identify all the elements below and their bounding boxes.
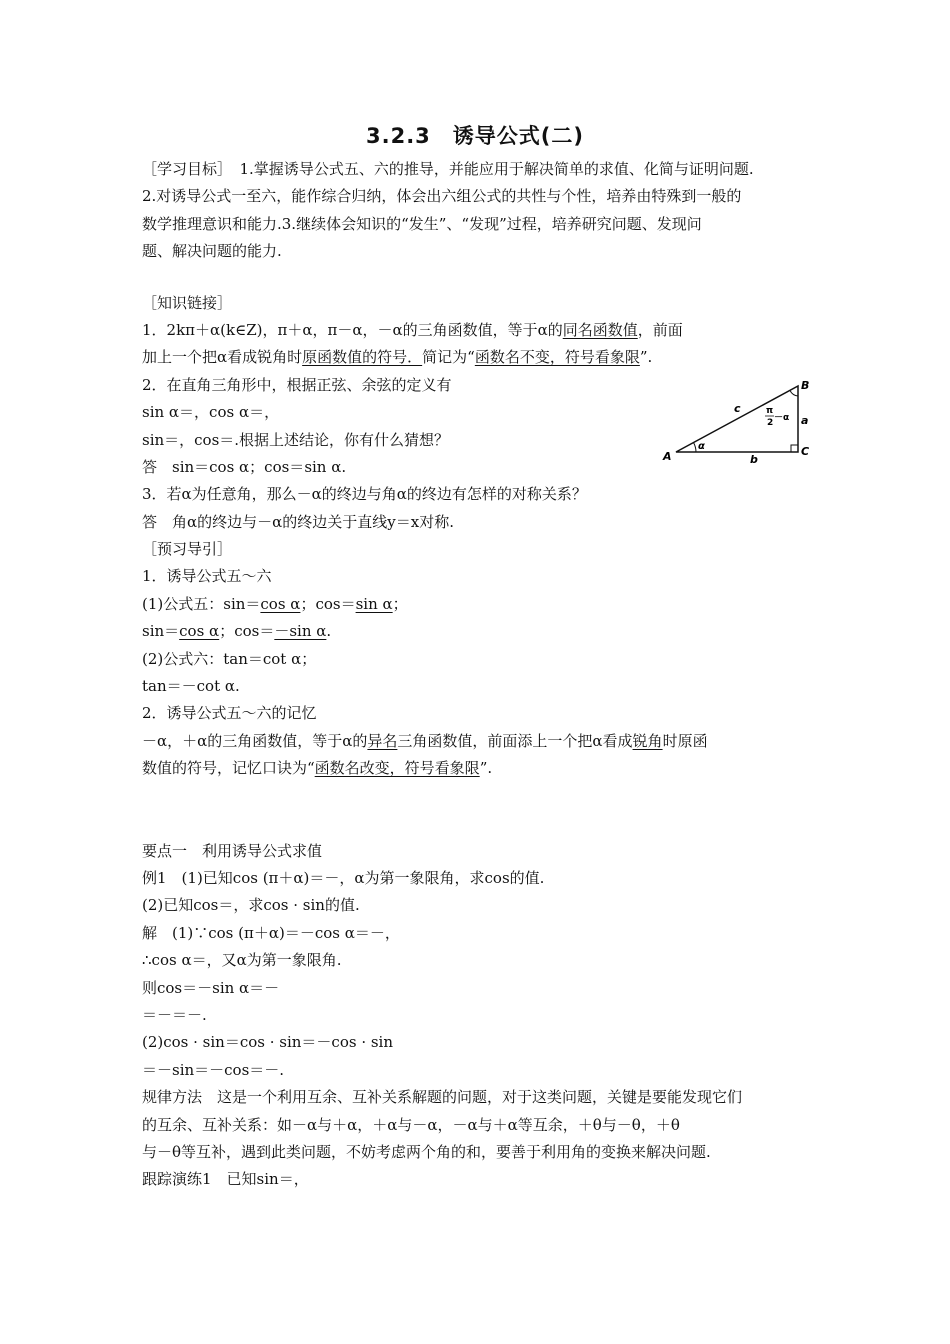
text-line [142, 238, 822, 265]
text-line [142, 481, 822, 508]
underlined-answer: －sin α [274, 622, 327, 641]
text-line [142, 563, 822, 590]
text-line [142, 344, 822, 371]
text-line [142, 618, 822, 645]
text-run: 规律方法 这是一个利用互余、互补关系解题的问题，对于这类问题，关键是要能发现它们 [142, 1088, 743, 1107]
text-line [142, 317, 822, 344]
underlined-answer: cos α [179, 622, 220, 641]
side-label-c: c [734, 402, 741, 415]
text-run: 的互余、互补关系：如－α与＋α，＋α与－α，－α与＋α等互余，＋θ与－θ，＋θ [142, 1115, 680, 1134]
text-line [142, 536, 822, 563]
text-run: sin α＝，cos α＝， [142, 403, 280, 422]
angle-label-minus-alpha: －α [774, 413, 790, 423]
text-line [142, 700, 822, 727]
text-run: sin＝ [142, 622, 180, 641]
vertex-label-c: C [801, 445, 810, 458]
text-run: sin＝，cos＝.根据上述结论，你有什么猜想？ [142, 430, 450, 449]
text-run: tan＝－cot α. [142, 677, 240, 696]
text-run: ［学习目标］ 1.掌握诱导公式五、六的推导，并能应用于解决简单的求值、化简与证明问题. [142, 160, 754, 178]
underlined-answer: 函数名改变，符号看象限 [314, 759, 480, 778]
text-run: ；cos＝ [300, 594, 356, 613]
text-line [142, 1002, 822, 1029]
text-run: 题、解决问题的能力. [142, 242, 282, 261]
right-triangle-figure [660, 372, 820, 464]
text-run: 简记为“ [422, 348, 475, 367]
text-run: 数学推理意识和能力.3.继续体会知识的“发生”、“发现”过程，培养研究问题、发现问 [142, 214, 702, 233]
angle-arc-b [790, 391, 798, 397]
side-label-b: b [750, 453, 758, 464]
text-line [142, 1084, 822, 1111]
text-run: ［预习导引］ [142, 540, 233, 559]
text-line [142, 290, 822, 317]
text-line [142, 646, 822, 673]
text-line [142, 156, 822, 183]
text-line [142, 1139, 822, 1166]
text-run: (2)cos · sin＝cos · sin＝－cos · sin [142, 1033, 394, 1052]
paragraph-gap [142, 783, 822, 838]
right-angle-mark [791, 445, 798, 452]
text-line [142, 1029, 822, 1056]
text-run: 解 (1)∵cos (π＋α)＝－cos α＝－， [142, 923, 400, 942]
text-run: 例1 (1)已知cos (π＋α)＝－，α为第一象限角，求cos的值. [142, 868, 545, 887]
text-run: 时原函 [662, 731, 708, 750]
text-run: 数值的符号，记忆口诀为“ [142, 759, 315, 778]
text-run: 跟踪演练1 已知sin＝， [142, 1170, 309, 1189]
angle-arc-a [694, 443, 697, 453]
text-line [142, 1057, 822, 1084]
angle-label-two: 2 [767, 418, 774, 428]
text-line [142, 947, 822, 974]
text-run: 1．诱导公式五～六 [142, 567, 272, 586]
text-line [142, 591, 822, 618]
text-line [142, 838, 822, 865]
text-run: －α，＋α的三角函数值，等于α的 [142, 731, 368, 750]
angle-label-alpha: α [698, 441, 705, 452]
vertex-label-b: B [801, 379, 810, 392]
text-run: . [326, 622, 332, 641]
text-run: ［知识链接］ [142, 293, 233, 312]
text-line [142, 728, 822, 755]
text-run: ＝－sin＝－cos＝－. [142, 1060, 285, 1079]
underlined-answer: 函数名不变，符号看象限 [474, 348, 640, 367]
text-line [142, 183, 822, 210]
text-run: ； [392, 594, 408, 613]
underlined-answer: 原函数值的符号． [302, 348, 423, 367]
text-line [142, 1166, 822, 1193]
text-line [142, 509, 822, 536]
text-run: 则cos＝－sin α＝－ [142, 978, 280, 997]
text-run: ”. [639, 348, 653, 367]
text-run: 加上一个把α看成锐角时 [142, 348, 303, 367]
text-run: 2.对诱导公式一至六，能作综合归纳，体会出六组公式的共性与个性，培养由特殊到一般的 [142, 187, 742, 206]
underlined-answer: 同名函数值 [562, 320, 638, 339]
text-line [142, 892, 822, 919]
text-line [142, 865, 822, 892]
paragraph-gap [142, 266, 822, 290]
text-run: 答 角α的终边与－α的终边关于直线y＝x对称. [142, 512, 454, 531]
text-run: 答 sin＝cos α；cos＝sin α. [142, 457, 347, 476]
text-run: ；cos＝ [219, 622, 275, 641]
text-run: ＝－＝－. [142, 1005, 207, 1024]
text-run: 要点一 利用诱导公式求值 [142, 841, 323, 860]
text-run: ∴cos α＝，又α为第一象限角. [142, 951, 342, 970]
underlined-answer: sin α [355, 594, 393, 613]
text-run: 三角函数值，前面添上一个把α看成 [397, 731, 633, 750]
text-run: (2)公式六：tan＝cot α； [142, 649, 317, 668]
text-run: ”. [479, 759, 493, 778]
text-run: 2．在直角三角形中，根据正弦、余弦的定义有 [142, 375, 452, 394]
text-line [142, 1112, 822, 1139]
text-run: 3．若α为任意角，那么－α的终边与角α的终边有怎样的对称关系？ [142, 485, 587, 504]
text-run: 1．2kπ＋α(k∈Z)，π＋α，π－α，－α的三角函数值，等于α的 [142, 320, 563, 339]
text-line [142, 211, 822, 238]
underlined-answer: 异名 [367, 731, 398, 750]
text-line [142, 975, 822, 1002]
side-label-a: a [801, 414, 809, 427]
text-line [142, 920, 822, 947]
angle-label-pi: π [766, 406, 774, 416]
text-run: 2．诱导公式五～六的记忆 [142, 704, 317, 723]
document-body [142, 156, 822, 1194]
vertex-label-a: A [663, 450, 672, 463]
page-title: 3.2.3 诱导公式(二) [366, 124, 584, 148]
text-run: ，前面 [637, 320, 683, 339]
underlined-answer: cos α [260, 594, 301, 613]
text-line [142, 755, 822, 782]
text-run: (1)公式五：sin＝ [142, 594, 261, 613]
underlined-answer: 锐角 [632, 731, 663, 750]
text-run: (2)已知cos＝，求cos · sin的值. [142, 896, 360, 915]
text-line [142, 673, 822, 700]
text-run: 与－θ等互补，遇到此类问题，不妨考虑两个角的和，要善于利用角的变换来解决问题. [142, 1142, 711, 1161]
